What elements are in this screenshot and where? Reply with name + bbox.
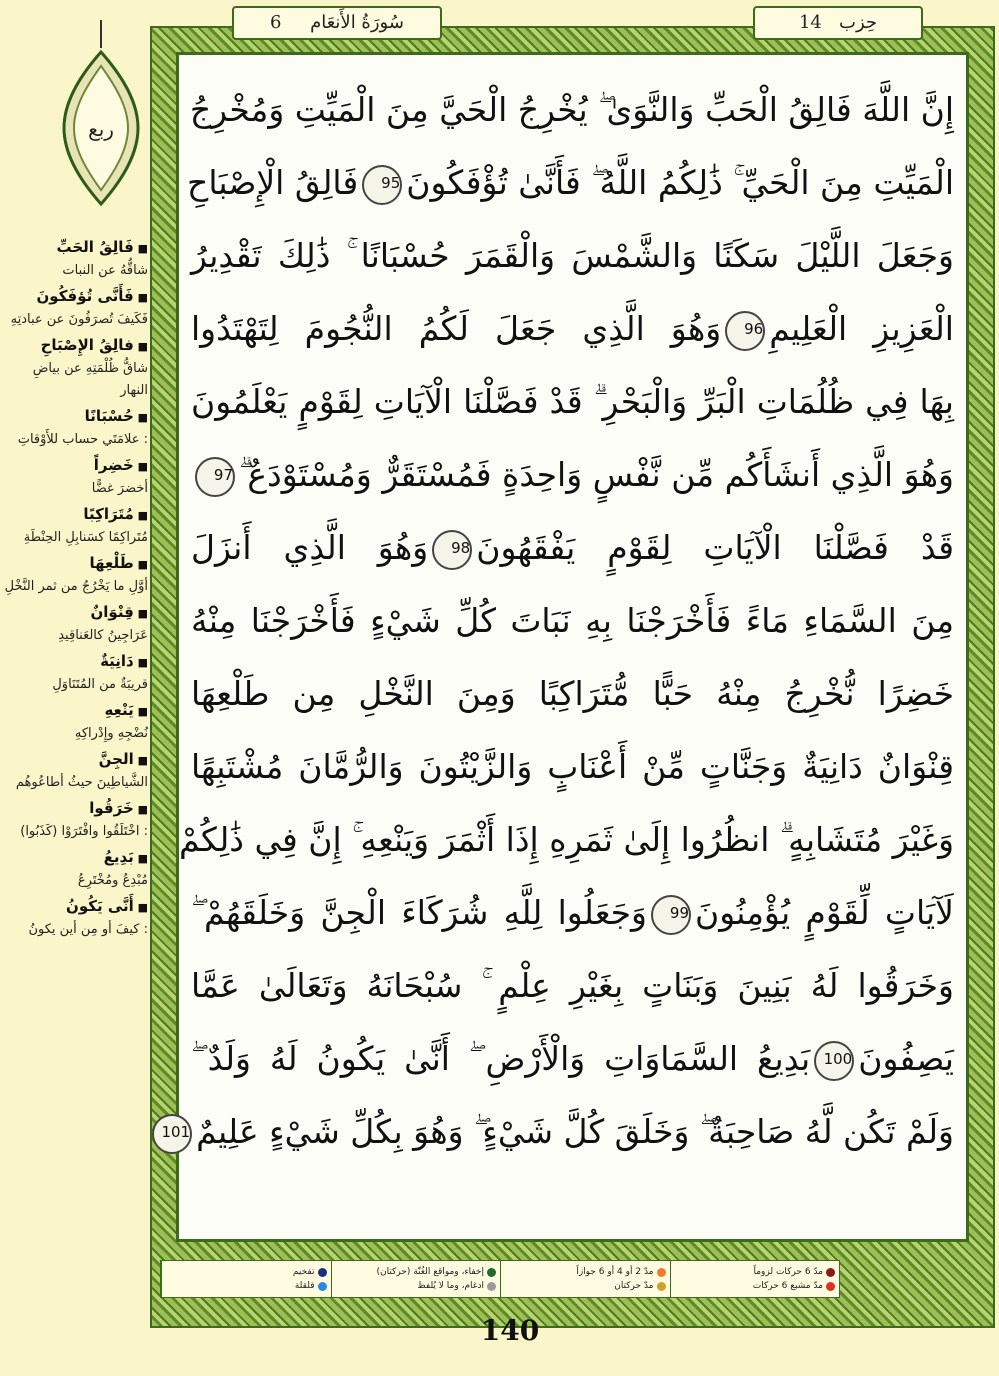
note-term: ■ خَرَقُوا — [2, 797, 148, 821]
legend-cell — [500, 1261, 670, 1297]
verse-text: وَهُوَ الَّذِي أَنزَلَ — [191, 528, 429, 567]
legend-item — [336, 1265, 497, 1279]
color-dot-icon — [657, 1282, 666, 1291]
note-definition: مُبْدِعُ ومُخْتَرِعُ — [77, 873, 148, 888]
legend-item — [166, 1265, 327, 1279]
note-term: ■ قِنْوَانٌ — [2, 601, 148, 625]
color-dot-icon — [487, 1282, 496, 1291]
hizb-number: 14 — [798, 12, 822, 33]
note-term: ■ الجِنَّ — [2, 748, 148, 772]
note-definition: نُضْجِهِ وإِدْراكِهِ — [74, 726, 148, 741]
verse-text: بِهَا فِي ظُلُمَاتِ الْبَرِّ وَالْبَحْرِ ۗ قَدْ فَصَّلْنَا الْآيَاتِ لِقَوْمٍ يَعْلَمُونَ — [191, 382, 954, 421]
tajweed-legend — [160, 1260, 840, 1298]
verse-number-marker: 96 — [725, 311, 765, 351]
margin-note — [2, 405, 148, 451]
verse-number-marker: 97 — [195, 457, 235, 497]
verse-number-marker: 99 — [651, 895, 691, 935]
verse-text: إِنَّ اللَّهَ فَالِقُ الْحَبِّ وَالنَّوَىٰ ۖ يُخْرِجُ الْحَيَّ مِنَ الْمَيِّتِ وَمُخْرِجُ — [189, 90, 954, 129]
verse-line — [179, 803, 954, 876]
verse-text: بَدِيعُ السَّمَاوَاتِ وَالْأَرْضِ ۖ أَنَّىٰ يَكُونُ لَهُ وَلَدٌ ۖ — [191, 1039, 811, 1078]
note-definition: : كيفَ أو مِن أين يكونُ — [28, 922, 148, 937]
verse-text: فَالِقُ الْإِصْبَاحِ — [187, 163, 359, 202]
verse-text: مِنَ السَّمَاءِ مَاءً فَأَخْرَجْنَا بِهِ نَبَاتَ كُلِّ شَيْءٍ فَأَخْرَجْنَا مِنْهُ — [191, 601, 954, 640]
note-term: ■ حُسْبَانًا — [2, 405, 148, 429]
margin-note — [2, 236, 148, 282]
note-definition: فَكَيفَ تُصرَفُونَ عن عبادتِهِ — [10, 312, 148, 327]
verse-line — [191, 949, 954, 1022]
note-term: ■ فَالِقُ الحَبِّ — [2, 236, 148, 260]
margin-note — [2, 552, 148, 598]
note-definition: قريبَةٌ من المُتَنَاوَلِ — [52, 677, 148, 692]
color-dot-icon — [826, 1268, 835, 1277]
legend-label: مدّ حركتان — [614, 1281, 654, 1291]
margin-note — [2, 285, 148, 331]
margin-note — [2, 797, 148, 843]
verse-text: خَضِرًا نُّخْرِجُ مِنْهُ حَبًّا مُّتَرَاكِبًا وَمِنَ النَّخْلِ مِن طَلْعِهَا — [191, 674, 954, 713]
legend-label: إخفاء، ومواقع الغُنّة (حركتان) — [376, 1267, 484, 1277]
rub-label: ربع — [88, 117, 114, 141]
note-term: ■ يَنْعِهِ — [2, 699, 148, 723]
color-dot-icon — [318, 1282, 327, 1291]
verse-line — [191, 730, 954, 803]
margin-note — [2, 601, 148, 647]
verse-number-marker: 100 — [814, 1041, 854, 1081]
verse-number-marker: 98 — [432, 530, 472, 570]
verse-text: وَلَمْ تَكُن لَّهُ صَاحِبَةٌ ۖ وَخَلَقَ كُلَّ شَيْءٍ ۖ وَهُوَ بِكُلِّ شَيْءٍ عَلِيمٌ — [196, 1112, 954, 1151]
hizb-label: حِزب — [839, 12, 878, 33]
note-definition: أخضرَ غضًّا — [91, 481, 148, 496]
verse-line — [191, 438, 954, 511]
note-definition: عَرَاجِينُ كالعَناقِيدِ — [58, 628, 148, 643]
note-definition: شاقُّهُ عن النبات — [62, 263, 148, 278]
rub-ornament-icon — [58, 48, 144, 208]
color-dot-icon — [657, 1268, 666, 1277]
verse-text: الْمَيِّتِ مِنَ الْحَيِّ ۚ ذَٰلِكُمُ اللَّهُ ۖ فَأَنَّىٰ تُؤْفَكُونَ — [406, 163, 954, 202]
margin-note — [2, 334, 148, 402]
surah-number: 6 — [270, 12, 282, 33]
note-term: ■ مُتَرَاكِبًا — [2, 503, 148, 527]
note-term: ■ فالِقُ الإِصْبَاحِ — [2, 334, 148, 358]
verse-line — [191, 657, 954, 730]
verse-line — [191, 365, 954, 438]
verse-line — [191, 292, 954, 365]
note-definition: الشَّياطِينَ حيثُ أطاعُوهُم — [15, 775, 148, 790]
legend-cell — [331, 1261, 501, 1297]
legend-label: مدّ مشبع 6 حركات — [752, 1281, 823, 1291]
margin-note — [2, 748, 148, 794]
margin-note — [2, 699, 148, 745]
margin-note — [2, 503, 148, 549]
note-term: ■ طَلْعِهَا — [2, 552, 148, 576]
note-term: ■ خَضِراً — [2, 454, 148, 478]
legend-cell — [161, 1261, 331, 1297]
verse-text: الْعَزِيزِ الْعَلِيمِ — [769, 309, 954, 348]
verse-text: وَجَعَلُوا لِلَّهِ شُرَكَاءَ الْجِنَّ وَخَلَقَهُمْ ۖ — [191, 893, 647, 932]
color-dot-icon — [318, 1268, 327, 1277]
page-number: 140 — [480, 1314, 540, 1347]
margin-note — [2, 454, 148, 500]
verse-line — [191, 876, 954, 949]
color-dot-icon — [826, 1282, 835, 1291]
verse-lines — [161, 73, 954, 1168]
verse-text: وَغَيْرَ مُتَشَابِهٍ ۗ انظُرُوا إِلَىٰ ثَمَرِهِ إِذَا أَثْمَرَ وَيَنْعِهِ ۚ إِنَّ فِي ذَٰلِكُمْ — [179, 820, 954, 859]
legend-item — [505, 1265, 666, 1279]
legend-cell — [670, 1261, 840, 1297]
note-definition: مُتَراكِمًا كسَنابِلِ الحِنْطَةِ — [23, 530, 148, 545]
verse-line — [161, 1095, 954, 1168]
legend-label: مدّ 6 حركات لزوماً — [753, 1267, 823, 1277]
verse-text: لَآيَاتٍ لِّقَوْمٍ يُؤْمِنُونَ — [695, 893, 954, 932]
note-term: ■ أَنَّى يَكُونُ — [2, 895, 148, 919]
verse-text: وَجَعَلَ اللَّيْلَ سَكَنًا وَالشَّمْسَ وَالْقَمَرَ حُسْبَانًا ۚ ذَٰلِكَ تَقْدِيرُ — [191, 236, 954, 275]
verse-line — [191, 1022, 954, 1095]
margin-note — [2, 650, 148, 696]
verse-line — [187, 146, 954, 219]
verse-text: وَهُوَ الَّذِي أَنشَأَكُم مِّن نَّفْسٍ وَاحِدَةٍ فَمُسْتَقَرٌّ وَمُسْتَوْدَعٌ ۗ — [239, 455, 954, 494]
verse-text: قِنْوَانٌ دَانِيَةٌ وَجَنَّاتٍ مِّنْ أَعْنَابٍ وَالزَّيْتُونَ وَالرُّمَّانَ مُشْتَبِهًا — [191, 747, 954, 786]
legend-label: قلقلة — [294, 1281, 315, 1291]
page-frame — [150, 12, 995, 1328]
note-definition: أوَّلِ ما يَخْرُجُ من ثمر النَّخْلِ — [4, 579, 148, 594]
margin-notes — [2, 236, 148, 944]
surah-header — [232, 6, 442, 40]
note-term: ■ فَأَنَّى تُؤفَكُونَ — [2, 285, 148, 309]
margin-note — [2, 846, 148, 892]
verse-text: قَدْ فَصَّلْنَا الْآيَاتِ لِقَوْمٍ يَفْقَهُونَ — [476, 528, 954, 567]
text-panel — [161, 52, 969, 1242]
verse-text: يَصِفُونَ — [858, 1039, 954, 1078]
legend-label: ادغام، وما لا يُلفظ — [417, 1281, 484, 1291]
rub-divider-line — [100, 20, 102, 48]
verse-line — [191, 511, 954, 584]
color-dot-icon — [487, 1268, 496, 1277]
verse-text: وَخَرَقُوا لَهُ بَنِينَ وَبَنَاتٍ بِغَيْرِ عِلْمٍ ۚ سُبْحَانَهُ وَتَعَالَىٰ عَمَّا — [191, 966, 954, 1005]
legend-item — [675, 1279, 836, 1293]
legend-item — [675, 1265, 836, 1279]
verse-number-marker: 101 — [152, 1114, 192, 1154]
surah-label: سُورَةُ الأَنعَام — [310, 12, 404, 33]
note-definition: : علامَتَي حساب للأَوْقاتِ — [17, 432, 148, 447]
verse-line — [191, 219, 954, 292]
legend-item — [336, 1279, 497, 1293]
margin-note — [2, 895, 148, 941]
hizb-header — [753, 6, 923, 40]
legend-item — [166, 1279, 327, 1293]
legend-label: تفخيم — [292, 1267, 315, 1277]
margin-column — [0, 0, 150, 1376]
note-term: ■ بَدِيعُ — [2, 846, 148, 870]
note-term: ■ دَانِيَةٌ — [2, 650, 148, 674]
note-definition: شاقُّ ظُلْمَتِهِ عن بياضِ النهار — [32, 361, 148, 398]
verse-text: وَهُوَ الَّذِي جَعَلَ لَكُمُ النُّجُومَ لِتَهْتَدُوا — [191, 309, 722, 348]
verse-line — [191, 73, 954, 146]
verse-line — [191, 584, 954, 657]
note-definition: : اخْتَلَقُوا وافْتَرَوْا (كَذَبُوا) — [20, 824, 148, 839]
verse-number-marker: 95 — [362, 165, 402, 205]
legend-label: مدّ 2 أو 4 أو 6 جوازاً — [576, 1267, 654, 1277]
legend-item — [505, 1279, 666, 1293]
